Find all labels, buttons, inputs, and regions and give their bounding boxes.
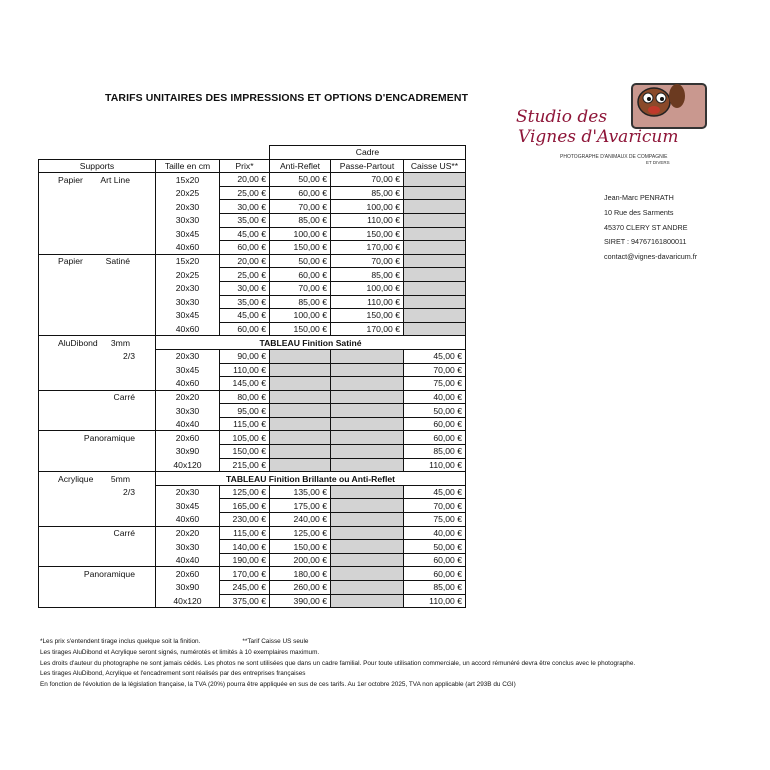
- price-cell: 125,00 €: [220, 485, 270, 499]
- contact-siret: SIRET : 94767161800011: [604, 237, 687, 247]
- passe-partout-cell: [331, 363, 404, 377]
- price-cell: 45,00 €: [220, 227, 270, 241]
- caisse-cell: [404, 173, 466, 187]
- passe-partout-cell: 150,00 €: [331, 227, 404, 241]
- price-cell: 45,00 €: [220, 309, 270, 323]
- caisse-cell: [404, 200, 466, 214]
- group-label: Carré: [39, 526, 156, 540]
- passe-partout-cell: 85,00 €: [331, 268, 404, 282]
- support-type: Acrylique: [58, 473, 94, 484]
- contact-city: 45370 CLERY ST ANDRE: [604, 222, 688, 232]
- passe-partout-cell: [331, 540, 404, 554]
- caisse-cell: 110,00 €: [404, 594, 466, 608]
- table-row: [39, 295, 466, 309]
- passe-partout-cell: [331, 499, 404, 513]
- caisse-cell: [404, 186, 466, 200]
- contact-name: Jean-Marc PENRATH: [604, 193, 674, 202]
- caisse-cell: 70,00 €: [404, 499, 466, 513]
- caisse-cell: 40,00 €: [404, 390, 466, 404]
- anti-reflet-cell: [270, 458, 331, 472]
- group-label: [39, 404, 156, 418]
- size-cell: 30x45: [156, 309, 220, 323]
- passe-partout-cell: [331, 377, 404, 391]
- size-cell: 20x30: [156, 485, 220, 499]
- caisse-cell: 45,00 €: [404, 485, 466, 499]
- caisse-cell: 75,00 €: [404, 513, 466, 527]
- column-header: Supports: [39, 159, 156, 173]
- price-cell: 115,00 €: [220, 526, 270, 540]
- price-cell: 165,00 €: [220, 499, 270, 513]
- caisse-cell: [404, 268, 466, 282]
- footnote-copyright: Les droits d'auteur du photographe ne sont jamais cédés. Les photos ne sont utilisées que dans un cadre familial. Pour toute utilisation commerciale, un accord rémunéré devra être conclus avec le photographe.: [40, 659, 636, 667]
- anti-reflet-cell: 50,00 €: [270, 254, 331, 268]
- price-cell: 140,00 €: [220, 540, 270, 554]
- support-label: [39, 309, 156, 323]
- table-row: [39, 173, 466, 187]
- size-cell: 40x120: [156, 458, 220, 472]
- caisse-cell: 85,00 €: [404, 445, 466, 459]
- price-cell: 30,00 €: [220, 281, 270, 295]
- group-label: Panoramique: [39, 431, 156, 445]
- support-label: [39, 472, 156, 486]
- price-cell: 35,00 €: [220, 295, 270, 309]
- size-cell: 30x90: [156, 581, 220, 595]
- anti-reflet-cell: [270, 445, 331, 459]
- size-cell: 30x30: [156, 404, 220, 418]
- group-label: 2/3: [39, 485, 156, 499]
- price-cell: 190,00 €: [220, 553, 270, 567]
- caisse-cell: 110,00 €: [404, 458, 466, 472]
- contact-street: 10 Rue des Sarments: [604, 207, 674, 217]
- caisse-cell: 50,00 €: [404, 540, 466, 554]
- header-spacer: [156, 146, 220, 160]
- passe-partout-cell: [331, 445, 404, 459]
- size-cell: 40x60: [156, 241, 220, 255]
- passe-partout-cell: [331, 526, 404, 540]
- price-cell: 230,00 €: [220, 513, 270, 527]
- caisse-cell: 45,00 €: [404, 349, 466, 363]
- footnote-tva: En fonction de l'évolution de la législation française, la TVA (20%) pourra être appliquée en sus de ces tarifs. Au 1er octobre 2025, TVA non applicable (art 293B du CGI): [40, 681, 516, 689]
- table-row: [39, 567, 466, 581]
- table-row: [39, 241, 466, 255]
- passe-partout-cell: 110,00 €: [331, 213, 404, 227]
- caisse-cell: 60,00 €: [404, 431, 466, 445]
- price-cell: 25,00 €: [220, 186, 270, 200]
- support-label: [39, 227, 156, 241]
- anti-reflet-cell: 100,00 €: [270, 309, 331, 323]
- support-type: AluDibond: [58, 337, 98, 348]
- anti-reflet-cell: [270, 390, 331, 404]
- size-cell: 20x25: [156, 186, 220, 200]
- passe-partout-cell: [331, 417, 404, 431]
- support-label: [39, 200, 156, 214]
- passe-partout-cell: [331, 513, 404, 527]
- anti-reflet-cell: 135,00 €: [270, 485, 331, 499]
- footnote-price: *Les prix s'entendent tirage inclus quelque soit la finition.: [40, 638, 201, 645]
- size-cell: 20x20: [156, 390, 220, 404]
- anti-reflet-cell: 390,00 €: [270, 594, 331, 608]
- passe-partout-cell: 70,00 €: [331, 254, 404, 268]
- price-cell: 245,00 €: [220, 581, 270, 595]
- size-cell: 40x60: [156, 322, 220, 336]
- support-label: [39, 322, 156, 336]
- passe-partout-cell: [331, 567, 404, 581]
- caisse-cell: 70,00 €: [404, 363, 466, 377]
- footnote-french: Les tirages AluDibond, Acrylique et l'encadrement sont réalisés par des entreprises françaises: [40, 670, 306, 678]
- anti-reflet-cell: [270, 417, 331, 431]
- svg-text:ET DIVERS: ET DIVERS: [646, 160, 670, 165]
- table-row: [39, 404, 466, 418]
- table-row: [39, 417, 466, 431]
- group-label: [39, 553, 156, 567]
- anti-reflet-cell: 85,00 €: [270, 213, 331, 227]
- caisse-cell: [404, 295, 466, 309]
- column-header: Taille en cm: [156, 159, 220, 173]
- support-variant: 3mm: [110, 337, 130, 348]
- support-variant: 5mm: [110, 473, 130, 484]
- passe-partout-cell: [331, 431, 404, 445]
- group-label: 2/3: [39, 349, 156, 363]
- size-cell: 40x40: [156, 553, 220, 567]
- size-cell: 40x120: [156, 594, 220, 608]
- passe-partout-cell: [331, 485, 404, 499]
- anti-reflet-cell: [270, 363, 331, 377]
- price-cell: 115,00 €: [220, 417, 270, 431]
- size-cell: 20x30: [156, 281, 220, 295]
- passe-partout-cell: 85,00 €: [331, 186, 404, 200]
- caisse-cell: [404, 309, 466, 323]
- group-label: [39, 499, 156, 513]
- table-row: [39, 581, 466, 595]
- price-cell: 170,00 €: [220, 567, 270, 581]
- support-label: [39, 281, 156, 295]
- column-header: Anti-Reflet: [270, 159, 331, 173]
- passe-partout-cell: [331, 458, 404, 472]
- caisse-cell: 75,00 €: [404, 377, 466, 391]
- passe-partout-cell: 100,00 €: [331, 200, 404, 214]
- passe-partout-cell: 170,00 €: [331, 241, 404, 255]
- price-cell: 25,00 €: [220, 268, 270, 282]
- size-cell: 20x60: [156, 567, 220, 581]
- anti-reflet-cell: 125,00 €: [270, 526, 331, 540]
- table-row: [39, 390, 466, 404]
- size-cell: 30x45: [156, 499, 220, 513]
- price-cell: 30,00 €: [220, 200, 270, 214]
- anti-reflet-cell: 70,00 €: [270, 200, 331, 214]
- support-label: [39, 213, 156, 227]
- table-row: [39, 227, 466, 241]
- size-cell: 15x20: [156, 254, 220, 268]
- price-cell: 80,00 €: [220, 390, 270, 404]
- table-row: [39, 363, 466, 377]
- dog-mascot-icon: [632, 84, 706, 128]
- anti-reflet-cell: 150,00 €: [270, 241, 331, 255]
- group-label: [39, 417, 156, 431]
- table-row: [39, 309, 466, 323]
- anti-reflet-cell: 260,00 €: [270, 581, 331, 595]
- size-cell: 30x45: [156, 227, 220, 241]
- finish-banner: TABLEAU Finition Satiné: [156, 336, 466, 350]
- table-row: [39, 254, 466, 268]
- contact-block: [604, 191, 697, 265]
- table-row: [39, 336, 466, 350]
- header-spacer: [220, 146, 270, 160]
- size-cell: 20x25: [156, 268, 220, 282]
- svg-text:Studio des: Studio des: [516, 107, 608, 127]
- anti-reflet-cell: 60,00 €: [270, 186, 331, 200]
- studio-logo: [512, 78, 712, 168]
- size-cell: 15x20: [156, 173, 220, 187]
- group-label: [39, 458, 156, 472]
- caisse-cell: [404, 241, 466, 255]
- svg-text:Vignes d'Avaricum: Vignes d'Avaricum: [518, 127, 679, 147]
- table-row: [39, 213, 466, 227]
- table-row: [39, 268, 466, 282]
- passe-partout-cell: [331, 581, 404, 595]
- size-cell: 20x60: [156, 431, 220, 445]
- size-cell: 30x30: [156, 540, 220, 554]
- anti-reflet-cell: 200,00 €: [270, 553, 331, 567]
- price-cell: 95,00 €: [220, 404, 270, 418]
- passe-partout-cell: [331, 349, 404, 363]
- passe-partout-cell: 170,00 €: [331, 322, 404, 336]
- caisse-cell: 60,00 €: [404, 567, 466, 581]
- anti-reflet-cell: 175,00 €: [270, 499, 331, 513]
- finish-banner: TABLEAU Finition Brillante ou Anti-Reflet: [156, 472, 466, 486]
- table-row: [39, 431, 466, 445]
- passe-partout-cell: 110,00 €: [331, 295, 404, 309]
- table-row: [39, 472, 466, 486]
- table-row: [39, 322, 466, 336]
- size-cell: 30x30: [156, 295, 220, 309]
- price-cell: 375,00 €: [220, 594, 270, 608]
- group-label: [39, 445, 156, 459]
- table-row: [39, 159, 466, 173]
- size-cell: 20x30: [156, 349, 220, 363]
- size-cell: 40x60: [156, 513, 220, 527]
- anti-reflet-cell: 60,00 €: [270, 268, 331, 282]
- support-label: [39, 336, 156, 350]
- price-cell: 60,00 €: [220, 241, 270, 255]
- passe-partout-cell: [331, 404, 404, 418]
- anti-reflet-cell: 70,00 €: [270, 281, 331, 295]
- group-label: Panoramique: [39, 567, 156, 581]
- passe-partout-cell: [331, 390, 404, 404]
- table-row: [39, 499, 466, 513]
- price-cell: 145,00 €: [220, 377, 270, 391]
- size-cell: 30x90: [156, 445, 220, 459]
- caisse-cell: 50,00 €: [404, 404, 466, 418]
- support-label: [39, 173, 156, 187]
- contact-email[interactable]: contact@vignes-davaricum.fr: [604, 252, 698, 262]
- support-variant: Satiné: [105, 256, 130, 267]
- table-row: [39, 594, 466, 608]
- size-cell: 30x30: [156, 213, 220, 227]
- caisse-cell: 60,00 €: [404, 553, 466, 567]
- group-label: Carré: [39, 390, 156, 404]
- support-variant: Art Line: [100, 174, 130, 185]
- anti-reflet-cell: 180,00 €: [270, 567, 331, 581]
- table-row: [39, 458, 466, 472]
- size-cell: 40x60: [156, 377, 220, 391]
- price-cell: 110,00 €: [220, 363, 270, 377]
- cadre-header: Cadre: [270, 146, 466, 160]
- group-label: [39, 363, 156, 377]
- price-table: [38, 145, 466, 608]
- price-cell: 20,00 €: [220, 173, 270, 187]
- price-cell: 90,00 €: [220, 349, 270, 363]
- caisse-cell: 85,00 €: [404, 581, 466, 595]
- table-row: [39, 186, 466, 200]
- caisse-cell: 40,00 €: [404, 526, 466, 540]
- table-row: [39, 200, 466, 214]
- table-row: [39, 445, 466, 459]
- support-label: [39, 254, 156, 268]
- anti-reflet-cell: 50,00 €: [270, 173, 331, 187]
- group-label: [39, 513, 156, 527]
- caisse-cell: 60,00 €: [404, 417, 466, 431]
- caisse-cell: [404, 281, 466, 295]
- passe-partout-cell: [331, 594, 404, 608]
- column-header: Passe-Partout: [331, 159, 404, 173]
- passe-partout-cell: 70,00 €: [331, 173, 404, 187]
- price-cell: 20,00 €: [220, 254, 270, 268]
- anti-reflet-cell: 85,00 €: [270, 295, 331, 309]
- size-cell: 20x20: [156, 526, 220, 540]
- anti-reflet-cell: [270, 377, 331, 391]
- support-type: Papier: [58, 256, 83, 267]
- table-row: [39, 485, 466, 499]
- price-cell: 105,00 €: [220, 431, 270, 445]
- table-row: [39, 540, 466, 554]
- footnote-signed: Les tirages AluDibond et Acrylique seront signés, numérotés et limités à 10 exemplaires maximum.: [40, 648, 320, 656]
- price-cell: 35,00 €: [220, 213, 270, 227]
- caisse-cell: [404, 254, 466, 268]
- support-label: [39, 295, 156, 309]
- support-label: [39, 186, 156, 200]
- table-row: [39, 553, 466, 567]
- price-cell: 150,00 €: [220, 445, 270, 459]
- svg-text:PHOTOGRAPHE D'ANIMAUX DE COMPA: PHOTOGRAPHE D'ANIMAUX DE COMPAGNIE: [560, 154, 668, 160]
- table-row: [39, 513, 466, 527]
- anti-reflet-cell: 100,00 €: [270, 227, 331, 241]
- footnote-caisse: **Tarif Caisse US seule: [242, 638, 309, 645]
- passe-partout-cell: 150,00 €: [331, 309, 404, 323]
- anti-reflet-cell: [270, 349, 331, 363]
- support-label: [39, 268, 156, 282]
- passe-partout-cell: [331, 553, 404, 567]
- anti-reflet-cell: 240,00 €: [270, 513, 331, 527]
- table-row: [39, 146, 466, 160]
- anti-reflet-cell: [270, 431, 331, 445]
- column-header: Caisse US**: [404, 159, 466, 173]
- column-header: Prix*: [220, 159, 270, 173]
- support-type: Papier: [58, 174, 83, 185]
- caisse-cell: [404, 227, 466, 241]
- caisse-cell: [404, 213, 466, 227]
- support-label: [39, 241, 156, 255]
- table-row: [39, 377, 466, 391]
- table-row: [39, 526, 466, 540]
- anti-reflet-cell: 150,00 €: [270, 540, 331, 554]
- anti-reflet-cell: 150,00 €: [270, 322, 331, 336]
- size-cell: 30x45: [156, 363, 220, 377]
- footnotes: [40, 637, 635, 691]
- group-label: [39, 540, 156, 554]
- group-label: [39, 581, 156, 595]
- size-cell: 40x40: [156, 417, 220, 431]
- anti-reflet-cell: [270, 404, 331, 418]
- page-title: TARIFS UNITAIRES DES IMPRESSIONS ET OPTIONS D'ENCADREMENT: [105, 92, 469, 104]
- table-row: [39, 281, 466, 295]
- passe-partout-cell: 100,00 €: [331, 281, 404, 295]
- price-cell: 60,00 €: [220, 322, 270, 336]
- table-row: [39, 349, 466, 363]
- caisse-cell: [404, 322, 466, 336]
- size-cell: 20x30: [156, 200, 220, 214]
- price-cell: 215,00 €: [220, 458, 270, 472]
- header-spacer: [39, 146, 156, 160]
- group-label: [39, 594, 156, 608]
- group-label: [39, 377, 156, 391]
